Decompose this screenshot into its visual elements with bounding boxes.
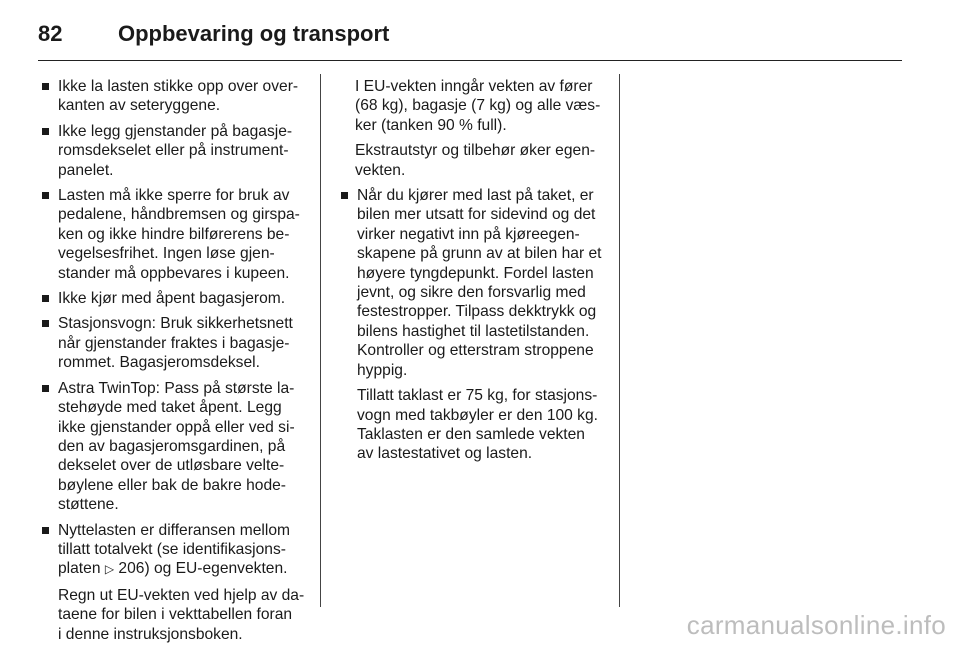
square-bullet-icon <box>42 320 49 327</box>
paragraph: Regn ut EU-vekten ved hjelp av da- taene for bilen i vekttabellen foran i denne instruksjonsboken. <box>58 586 305 643</box>
paragraph: I EU-vekten inngår vekten av fører (68 kg), bagasje (7 kg) og alle væs- ker (tanken 90 % full). <box>355 78 601 134</box>
column-divider <box>619 74 620 607</box>
bullet-text: Lasten må ikke sperre for bruk av pedalene, håndbremsen og girspa- ken og ikke hindre bilførerens be- vegelsesfrihet. Ingen løse gjen- stander må oppbevares i kupeen. <box>58 187 300 282</box>
square-bullet-icon <box>42 83 49 90</box>
bullet-item <box>38 379 306 515</box>
column-middle <box>337 77 605 470</box>
bullet-item <box>38 186 306 283</box>
page-reference-arrow-icon: ▷ <box>104 562 115 577</box>
bullet-item <box>38 521 306 580</box>
bullet-text: Ikke la lasten stikke opp over over- kanten av seteryggene. <box>58 78 299 115</box>
column-divider <box>320 74 321 607</box>
bullet-text: Ikke kjør med åpent bagasjerom. <box>58 290 286 308</box>
square-bullet-icon <box>341 192 348 199</box>
square-bullet-icon <box>42 295 49 302</box>
bullet-item <box>337 186 605 380</box>
paragraph: Ekstrautstyr og tilbehør øker egen- vekten. <box>355 142 596 179</box>
square-bullet-icon <box>42 385 49 392</box>
bullet-text-continued: ) og EU-egenvekten. <box>144 560 288 578</box>
paragraph: Tillatt taklast er 75 kg, for stasjons- vogn med takbøyler er den 100 kg. Taklasten er den samlede vekten av lastestativet og lasten. <box>357 387 598 463</box>
bullet-item <box>38 77 306 116</box>
page-reference[interactable]: 206 <box>118 560 145 578</box>
bullet-item <box>38 314 306 372</box>
page-number: 82 <box>38 21 63 46</box>
bullet-text: Ikke legg gjenstander på bagasje- romsdekselet eller på instrument- panelet. <box>58 122 293 179</box>
bullet-item <box>38 289 306 308</box>
column-left <box>38 77 306 650</box>
header-rule <box>38 60 902 61</box>
bullet-text: Når du kjører med last på taket, er bilen mer utsatt for sidevind og det virker negativt inn på kjøreegen- skapene på grunn av at bilen har et høyere tyngdepunkt. Fordel lasten jevnt, og sikre den forsvarlig med festestropper. Tilpass dekktrykk og bilens hastighet til lastetilstanden. Kontroller og etterstram stroppene hyppig. <box>357 187 602 379</box>
bullet-text: Stasjonsvogn: Bruk sikkerhetsnett når gjenstander fraktes i bagasje- rommet. Bagasjeromsdeksel. <box>58 315 293 372</box>
square-bullet-icon <box>42 192 49 199</box>
bullet-item <box>38 122 306 180</box>
bullet-text: Astra TwinTop: Pass på største la- stehøyde med taket åpent. Legg ikke gjenstander oppå eller ved si- den av bagasjeromsgardinen, på dekselet over de utløsbare velte- bøylene eller bak de bakre hode- støttene. <box>58 379 295 514</box>
square-bullet-icon <box>42 527 49 534</box>
watermark: carmanualsonline.info <box>686 610 946 640</box>
page-header <box>38 14 389 54</box>
page-title: Oppbevaring og transport <box>118 21 390 46</box>
square-bullet-icon <box>42 128 49 135</box>
bullet-text: Nyttelasten er differansen mellom tillatt totalvekt (se identifikasjons- platen <box>58 521 290 578</box>
